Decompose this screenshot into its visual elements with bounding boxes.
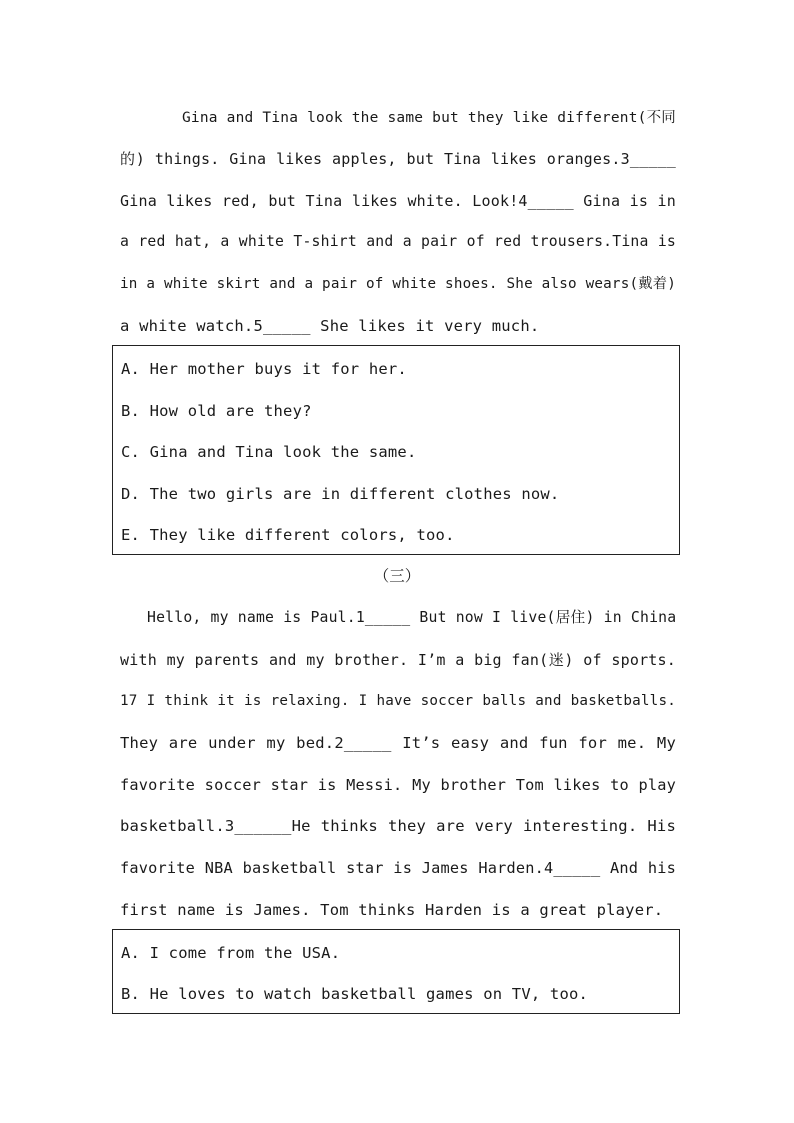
passage-text: basketball.3______He thinks they are very interesting. His [120, 817, 676, 835]
option-c: C. Gina and Tina look the same. [121, 443, 417, 461]
passage-text: favorite NBA basketball star is James Harden.4_____ And his [120, 859, 676, 877]
passage-line [120, 149, 676, 169]
passage-text: in a white skirt and a pair of white shoes. She also wears(戴着) [120, 276, 676, 292]
passage-text: favorite soccer star is Messi. My brother Tom likes to play [120, 776, 676, 794]
passage-line [120, 900, 676, 920]
option-a: A. I come from the USA. [121, 944, 341, 962]
passage-line [120, 274, 676, 294]
passage-line [182, 108, 676, 128]
passage-text: Hello, my name is Paul.1_____ But now I live(居住) in China [147, 609, 677, 626]
options-box [112, 345, 680, 555]
passage-line [120, 858, 676, 878]
option-e: E. They like different colors, too. [121, 526, 455, 544]
option-d: D. The two girls are in different clothes now. [121, 485, 560, 503]
options-box [112, 929, 680, 1014]
passage-line [120, 191, 676, 211]
passage-text: first name is James. Tom thinks Harden is a great player. [120, 901, 664, 919]
passage-text: They are under my bed.2_____ It’s easy and fun for me. My [120, 734, 676, 752]
passage-line [120, 775, 676, 795]
passage-text: with my parents and my brother. I’m a big fan(迷) of sports. [120, 651, 676, 669]
passage-line [120, 733, 676, 753]
passage-line [120, 816, 676, 836]
passage-line [120, 691, 676, 711]
passage-text: 的) things. Gina likes apples, but Tina likes oranges.3_____ [120, 150, 676, 168]
passage-text: Gina likes red, but Tina likes white. Look!4_____ Gina is in [120, 192, 676, 210]
option-b: B. How old are they? [121, 402, 312, 420]
passage-text: a white watch.5_____ She likes it very much. [120, 317, 540, 335]
passage-line [120, 316, 676, 336]
option-b: B. He loves to watch basketball games on TV, too. [121, 985, 589, 1003]
passage-line [120, 650, 676, 670]
section-heading: （三） [373, 567, 421, 585]
option-a: A. Her mother buys it for her. [121, 360, 407, 378]
passage-line [120, 232, 676, 252]
passage-text: a red hat, a white T-shirt and a pair of red trousers.Tina is [120, 233, 676, 250]
passage-text: Gina and Tina look the same but they like different(不同 [182, 110, 676, 126]
passage-line [147, 608, 676, 628]
passage-text: 17 I think it is relaxing. I have soccer balls and basketballs. [120, 693, 676, 709]
